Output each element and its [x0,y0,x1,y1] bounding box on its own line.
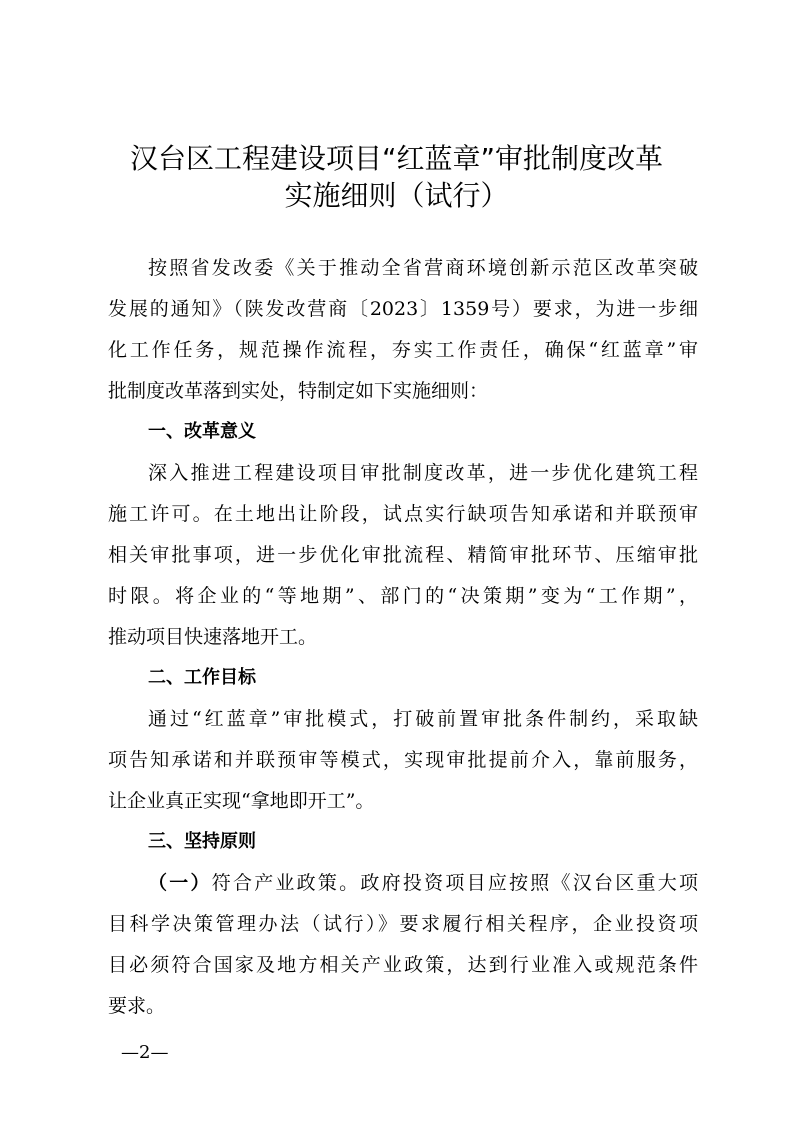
section1-line-3: 相关审批事项，进一步优化审批流程、精简审批环节、压缩审批 [108,544,698,566]
section-heading-2: 二、工作目标 [148,667,256,688]
item1-label: （一） [148,872,212,894]
section2-line-1: 通过“红蓝章”审批模式，打破前置审批条件制约，采取缺 [148,708,698,730]
section3-line-2: 目科学决策管理办法（试行）》要求履行相关程序，企业投资项 [108,913,698,935]
section1-line-4: 时限。将企业的“等地期”、部门的“决策期”变为“工作期”， [108,585,698,607]
document-title-line-2: 实施细则（试行） [284,179,509,212]
section-heading-3: 三、坚持原则 [148,831,256,852]
intro-line-4: 批制度改革落到实处，特制定如下实施细则： [108,380,489,402]
intro-line-1: 按照省发改委《关于推动全省营商环境创新示范区改革突破 [148,257,698,279]
section2-line-2: 项告知承诺和并联预审等模式，实现审批提前介入，靠前服务， [108,749,698,771]
section1-line-1: 深入推进工程建设项目审批制度改革，进一步优化建筑工程 [148,462,698,484]
section3-line-4: 要求。 [108,995,166,1017]
section-heading-1: 一、改革意义 [148,421,256,442]
document-title-line-1: 汉台区工程建设项目“红蓝章”审批制度改革 [129,142,663,175]
section3-line-3: 目必须符合国家及地方相关产业政策，达到行业准入或规范条件 [108,954,698,976]
intro-line-2: 发展的通知》（陕发改营商〔2023〕1359号）要求，为进一步细 [108,298,698,320]
section2-line-3: 让企业真正实现“拿地即开工”。 [108,790,375,812]
section3-item1-line-1 [148,870,698,896]
intro-line-3: 化工作任务，规范操作流程，夯实工作责任，确保“红蓝章”审 [108,339,698,361]
section1-line-2: 施工许可。在土地出让阶段，试点实行缺项告知承诺和并联预审 [108,503,698,525]
section1-line-5: 推动项目快速落地开工。 [108,626,318,648]
page-number: —2— [121,1042,169,1063]
item1-text: 符合产业政策。政府投资项目应按照《汉台区重大项 [211,872,698,894]
